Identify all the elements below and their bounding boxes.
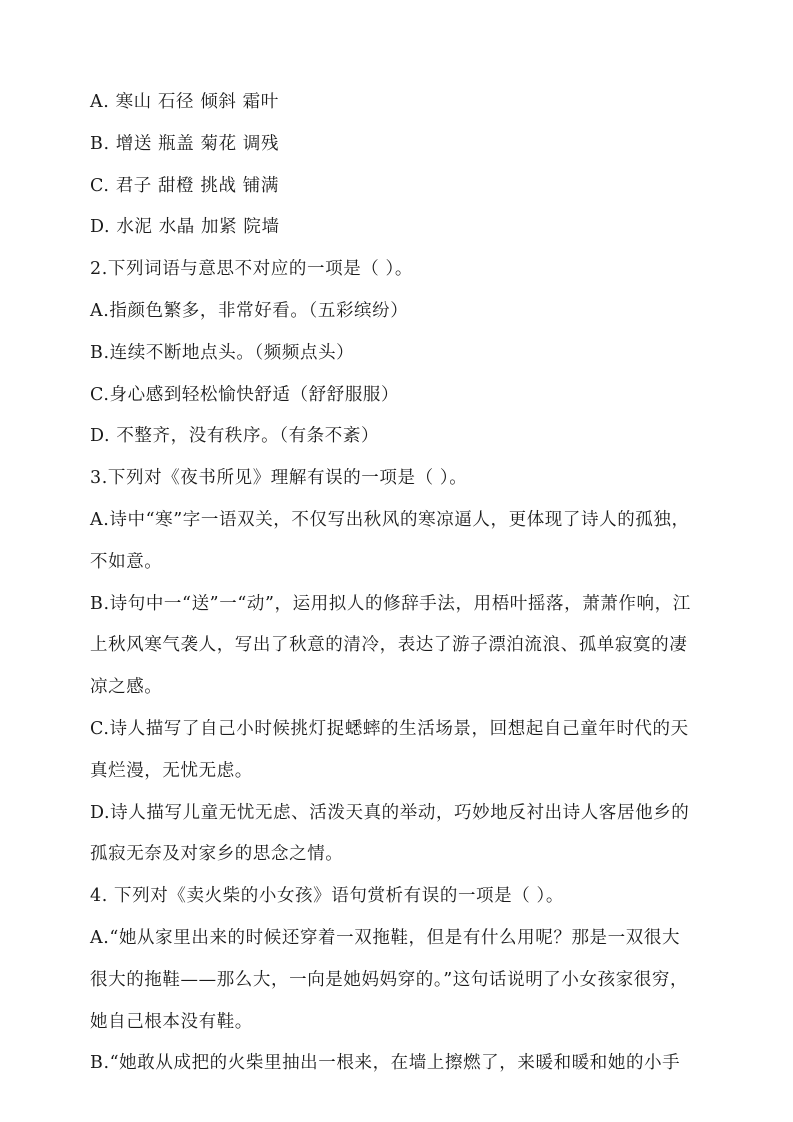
question-3: 3.下列对《夜书所见》理解有误的一项是（ ）。 <box>90 468 468 489</box>
option-3a-line2: 不如意。 <box>90 551 163 572</box>
option-3b-line3: 凉之感。 <box>90 677 163 698</box>
question-4: 4. 下列对《卖火柴的小女孩》语句赏析有误的一项是（ ）。 <box>90 886 564 907</box>
option-4a-line1: A.“她从家里出来的时候还穿着一双拖鞋，但是有什么用呢？那是一双很大 <box>90 927 681 948</box>
document-page <box>90 82 715 1085</box>
option-1d: D. 水泥 水晶 加紧 院墙 <box>90 217 280 238</box>
option-4a-line3: 她自己根本没有鞋。 <box>90 1011 253 1032</box>
option-3a-line1: A.诗中“寒”字一语双关，不仅写出秋风的寒凉逼人，更体现了诗人的孤独， <box>90 509 690 530</box>
option-3d-line2: 孤寂无奈及对家乡的思念之情。 <box>90 844 344 865</box>
option-3b-line1: B.诗句中一“送”一“动”，运用拟人的修辞手法，用梧叶摇落，萧萧作响，江 <box>90 593 691 614</box>
option-1a: A. 寒山 石径 倾斜 霜叶 <box>90 92 279 112</box>
option-4a-line2: 很大的拖鞋——那么大，一向是她妈妈穿的。”这句话说明了小女孩家很穷， <box>90 969 689 990</box>
option-2c: C.身心感到轻松愉快舒适（舒舒服服） <box>90 384 400 405</box>
option-2a: A.指颜色繁多，非常好看。（五彩缤纷） <box>90 300 409 321</box>
option-3d-line1: D.诗人描写儿童无忧无虑、活泼天真的举动，巧妙地反衬出诗人客居他乡的 <box>90 802 690 823</box>
option-3b-line2: 上秋风寒气袭人，写出了秋意的清冷，表达了游子漂泊流浪、孤单寂寞的凄 <box>90 635 688 656</box>
question-2: 2.下列词语与意思不对应的一项是（ ）。 <box>90 259 414 280</box>
option-1b: B. 增送 瓶盖 菊花 调残 <box>90 133 280 154</box>
option-2d: D. 不整齐，没有秩序。（有条不紊） <box>90 426 380 447</box>
option-4b-line1: B.“她敢从成把的火柴里抽出一根来，在墙上擦燃了，来暖和暖和她的小手 <box>90 1053 681 1074</box>
option-3c-line1: C.诗人描写了自己小时候挑灯捉蟋蟀的生活场景，回想起自己童年时代的天 <box>90 718 689 739</box>
option-2b: B.连续不断地点头。（频频点头） <box>90 342 355 363</box>
option-3c-line2: 真烂漫，无忧无虑。 <box>90 760 253 781</box>
option-1c: C. 君子 甜橙 挑战 铺满 <box>90 175 279 196</box>
